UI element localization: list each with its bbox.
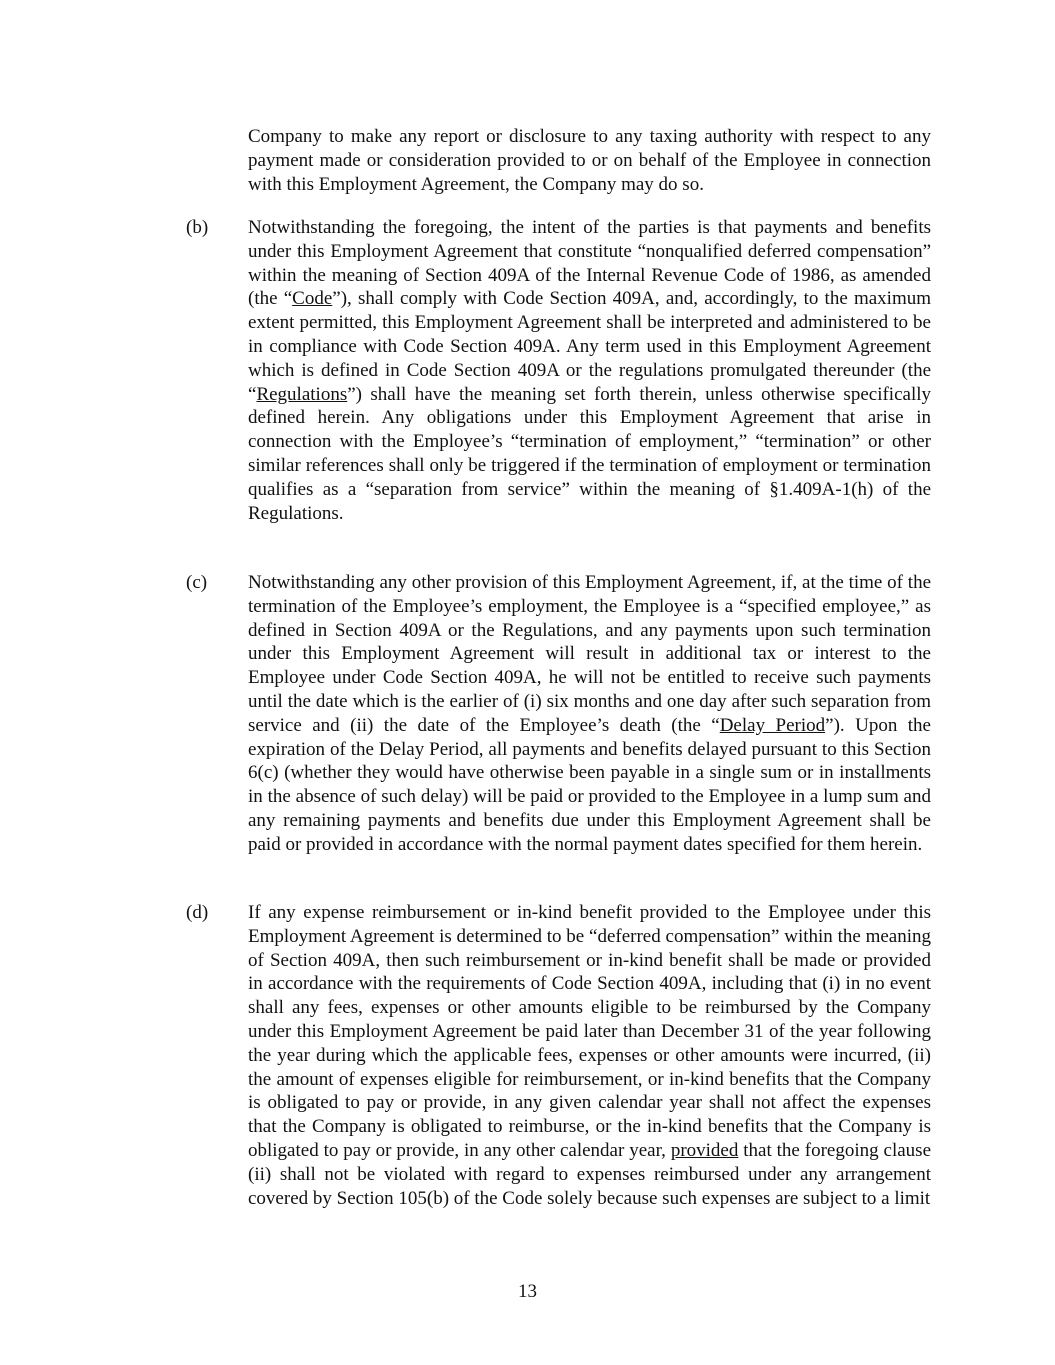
section-c-paragraph [248, 571, 931, 857]
section-b-paragraph [248, 216, 931, 525]
continuation-text: Company to make any report or disclosure to any taxing authority with respect to any payment made or consideration provided to or on behalf of the Employee in connection with this Employment Agreement, the Company may do so. [248, 126, 931, 195]
section-c-label: (c) [186, 572, 208, 593]
section-b-text-2: ”), shall comply with Code Section 409A, and, accordingly, to the maximum extent permitted, this Employment Agreement shall be interpreted and administered to be in compliance with Code Section 409A. Any term used in this Employment Agreement which is defined in Code Section 409A or the regulations promulgated thereunder (the “ [248, 288, 931, 405]
section-c-text-1: Notwithstanding any other provision of this Employment Agreement, if, at the time of the termination of the Employee’s employment, the Employee is a “specified employee,” as defined in Section 409A or the Regulations, and any payments upon such termination under this Employment Agreement will result in additional tax or interest to the Employee under Code Section 409A, he will not be entitled to receive such payments until the date which is the earlier of (i) six months and one day after such separation from service and (ii) the date of the Employee’s death (the “ [248, 572, 931, 736]
defined-term-provided: provided [670, 1139, 739, 1161]
page-number: 13 [518, 1281, 537, 1302]
section-b-text-1: Notwithstanding the foregoing, the intent of the parties is that payments and benefits under this Employment Agreement that constitute “nonqualified deferred compensation” within the meaning of Section 409A of the Internal Revenue Code of 1986, as amended (the “ [248, 217, 931, 310]
section-b-label: (b) [186, 217, 209, 238]
section-c-text-2: ”). Upon the expiration of the Delay Period, all payments and benefits delayed pursuant to this Section 6(c) (whether they would have otherwise been payable in a single sum or in installments in the absence of such delay) will be paid or provided to the Employee in a lump sum and any remaining payments and benefits due under this Employment Agreement shall be paid or provided in accordance with the normal payment dates specified for them herein. [248, 714, 931, 855]
section-d-text-2: that the foregoing clause (ii) shall not be violated with regard to expenses reimbursed under any arrangement covered by Section 105(b) of the Code solely because such expenses are subject to a limit [248, 1139, 931, 1209]
defined-term-regulations: Regulations [256, 383, 348, 405]
defined-term-delay-period: Delay Period [719, 714, 826, 736]
section-d-text-1: If any expense reimbursement or in-kind benefit provided to the Employee under this Employment Agreement is determined to be “deferred compensation” within the meaning of Section 409A, then such reimbursement or in-kind benefit shall be made or provided in accordance with the requirements of Code Section 409A, including that (i) in no event shall any fees, expenses or other amounts eligible to be reimbursed by the Company under this Employment Agreement be paid later than December 31 of the year following the year during which the applicable fees, expenses or other amounts were incurred, (ii) the amount of expenses eligible for reimbursement, or in-kind benefits that the Company is obligated to pay or provide, in any given calendar year shall not affect the expenses that the Company is obligated to reimburse, or the in-kind benefits that the Company is obligated to pay or provide, in any other calendar year, [248, 902, 931, 1161]
section-b-text-3: ”) shall have the meaning set forth therein, unless otherwise specifically defined herein. Any obligations under this Employment Agreement that arise in connection with the Employee’s “termination of employment,” “termination” or other similar references shall only be triggered if the termination of employment or termination qualifies as a “separation from service” within the meaning of §1.409A-1(h) of the Regulations. [248, 383, 931, 524]
section-d-paragraph [248, 901, 931, 1210]
section-d-label: (d) [186, 902, 209, 923]
continuation-paragraph [248, 125, 931, 196]
defined-term-code: Code [292, 288, 333, 310]
